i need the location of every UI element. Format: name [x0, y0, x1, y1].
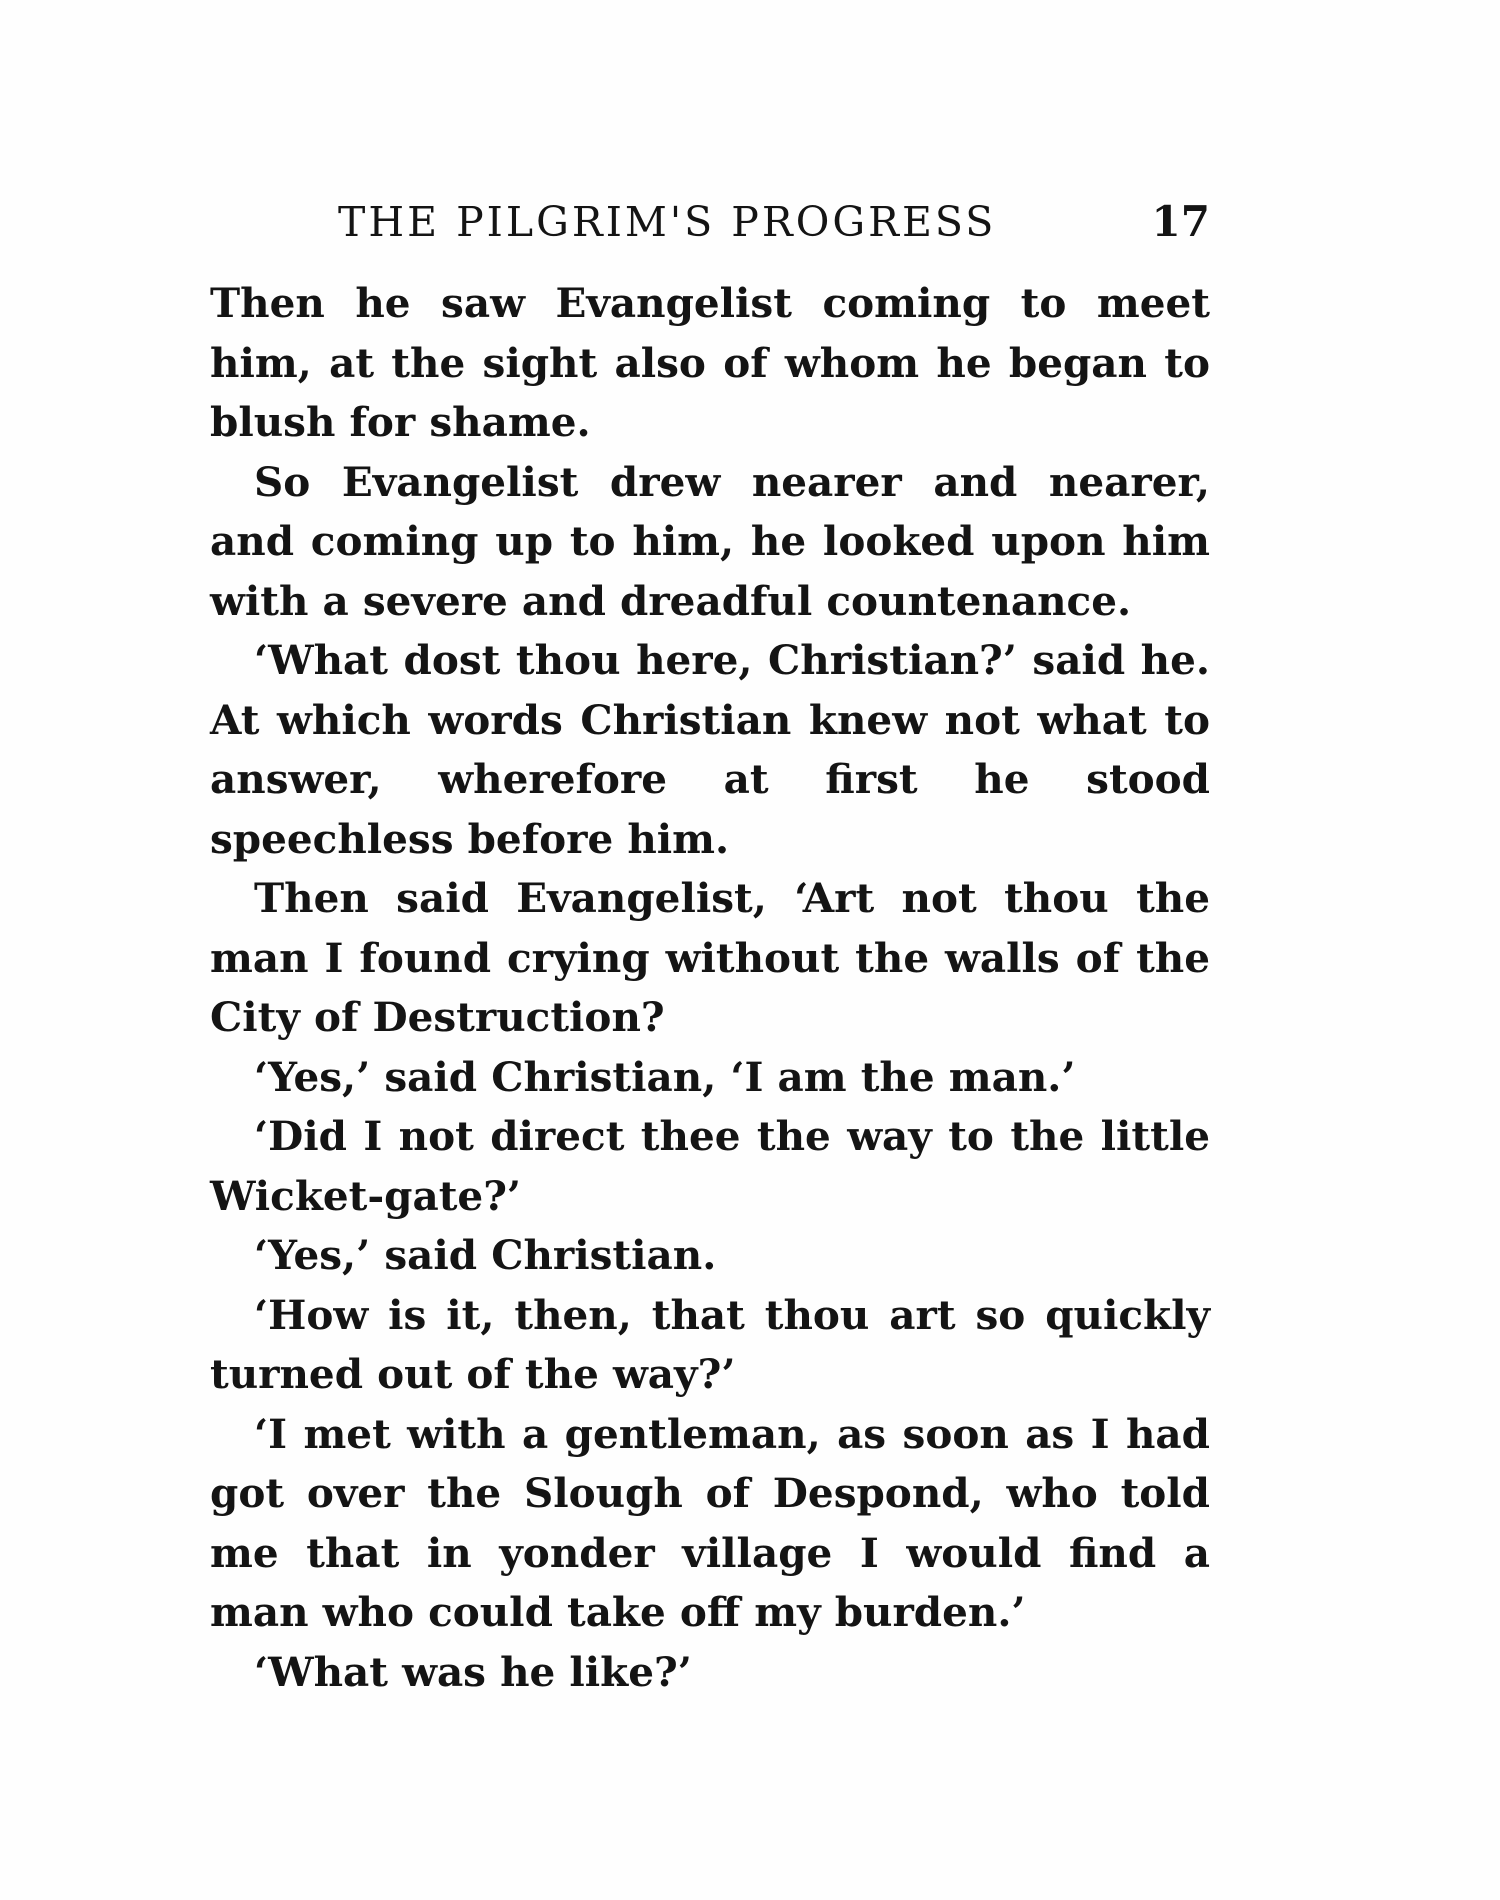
paragraph-1: Then he saw Evangelist coming to meet him, at the sight also of whom he began to blush for shame.: [210, 279, 1210, 446]
paragraph-5: ‘Yes,’ said Christian, ‘I am the man.’: [254, 1052, 1076, 1101]
paragraph-10: ‘What was he like?’: [254, 1647, 692, 1696]
paragraph-8: ‘How is it, then, that thou art so quickly turned out of the way?’: [210, 1290, 1210, 1398]
paragraph-4: Then said Evangelist, ‘Art not thou the man I found crying without the walls of the City of Destruction?: [210, 874, 1210, 1041]
page-number: 17: [1151, 197, 1210, 246]
paragraph-3: ‘What dost thou here, Christian?’ said he. At which words Christian knew not what to answer, wherefore at first he stood speechless before him.: [210, 636, 1210, 863]
running-title: THE PILGRIM'S PROGRESS: [338, 198, 997, 246]
paragraph-7: ‘Yes,’ said Christian.: [254, 1231, 717, 1279]
running-head: [210, 192, 1210, 252]
paragraph-2: So Evangelist drew nearer and nearer, and coming up to him, he looked upon him with a severe and dreadful countenance.: [210, 457, 1210, 625]
paragraph-6: ‘Did I not direct thee the way to the little Wicket-gate?’: [210, 1112, 1210, 1220]
paragraph-9: ‘I met with a gentleman, as soon as I had got over the Slough of Despond, who told me that in yonder village I would find a man who could take off my burden.’: [210, 1409, 1210, 1636]
body-text: [210, 274, 1210, 1702]
